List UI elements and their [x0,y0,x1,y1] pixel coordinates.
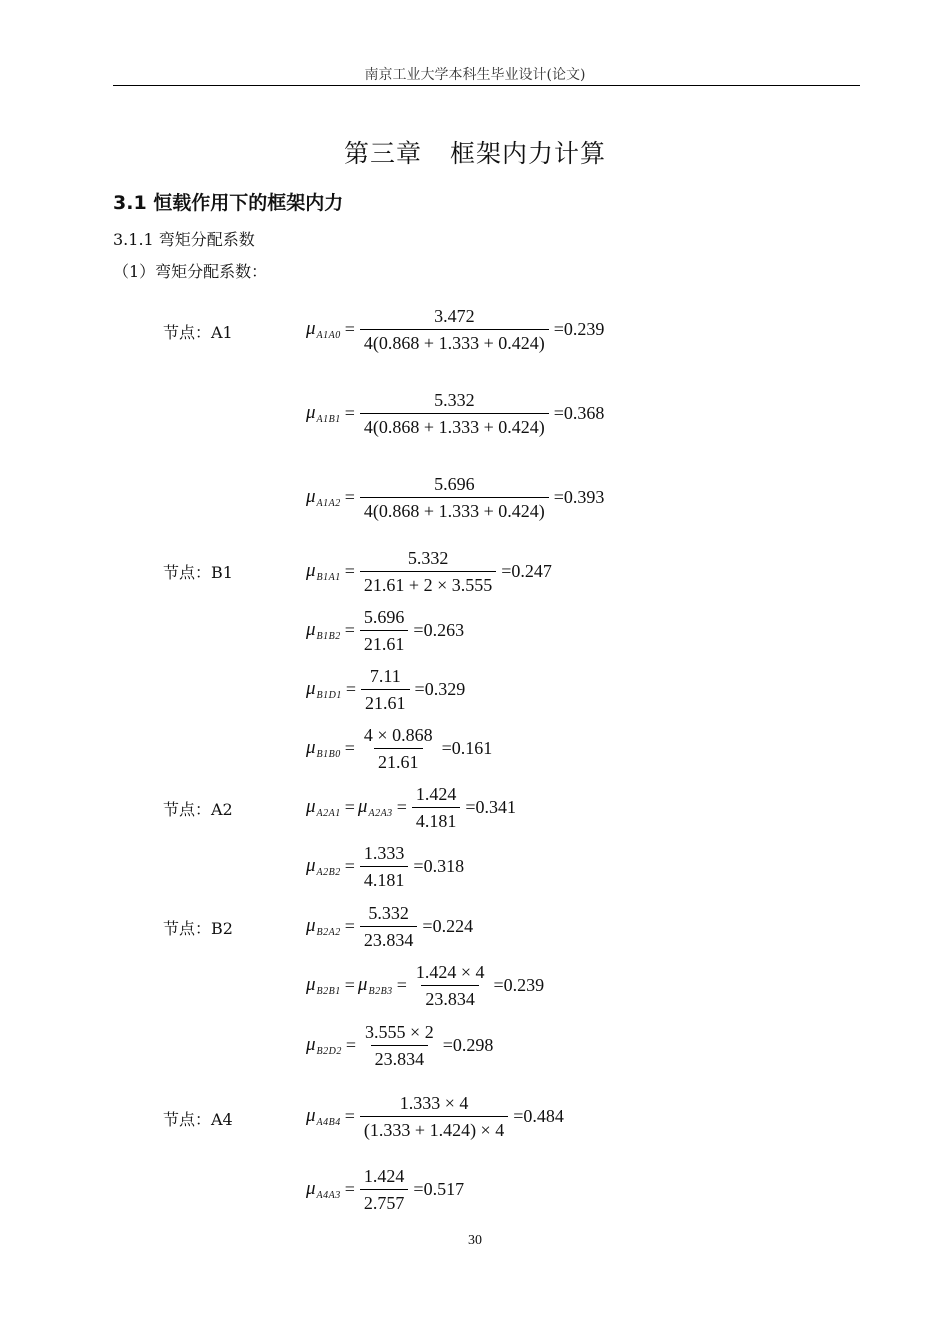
denominator: 23.834 [360,926,418,951]
mu-subscript: A1A0 [316,329,341,341]
fraction [361,665,410,714]
node-label-a4: 节点：A4 [163,1110,233,1129]
denominator: 21.61 [360,630,409,655]
equals-sign: = [344,560,355,581]
equation-row [306,719,492,777]
mu-subscript: B2A2 [316,926,341,938]
page-number: 30 [468,1233,482,1248]
result-value: =0.298 [442,1034,494,1055]
equation-row [306,1160,464,1218]
denominator: 4.181 [360,866,409,891]
chapter-number: 第三章 [343,139,422,168]
result-value: =0.484 [513,1105,564,1126]
mu-symbol: μ [357,796,368,817]
denominator: 4(0.868 + 1.333 + 0.424) [360,329,549,354]
mu-subscript: B2B3 [368,985,393,997]
mu-symbol: μ [306,678,316,699]
mu-subscript: B1A1 [316,571,341,583]
fraction [360,1165,409,1214]
equals-sign: = [344,486,355,507]
mu-subscript: B1D1 [316,689,342,701]
mu-subscript: A4B4 [316,1116,341,1128]
chapter-name: 框架内力计算 [450,139,607,168]
equation-row [306,897,473,955]
mu-subscript: A2B2 [316,866,341,878]
numerator: 5.332 [407,547,449,568]
fraction [360,724,437,773]
numerator: 5.696 [434,473,475,494]
equation-row [306,300,604,358]
mu-symbol: μ [306,560,316,581]
equation-row [306,660,465,718]
equals-sign: = [344,1178,355,1199]
section-heading: 3.1 恒载作用下的框架内力 [113,192,344,214]
mu-symbol: μ [306,619,316,640]
result-value: =0.393 [553,486,605,507]
mu-subscript: A2A3 [368,807,393,819]
result-value: =0.368 [553,402,605,423]
equals-sign: = [345,678,357,699]
denominator: 4.181 [412,807,461,832]
fraction [412,961,489,1010]
equals-sign: = [344,737,355,758]
numerator: 5.332 [434,389,475,410]
numerator: 1.333 [363,842,405,863]
result-value: =0.247 [501,560,552,581]
fraction [361,1021,438,1070]
mu-subscript: B2D2 [316,1045,342,1057]
result-value: =0.341 [465,796,516,817]
mu-symbol: μ [306,1034,316,1055]
numerator: 3.555 × 2 [365,1021,434,1042]
fraction [360,606,409,655]
denominator: 21.61 [361,689,410,714]
equals-sign: = [396,796,407,817]
mu-symbol: μ [306,855,316,876]
node-label-b1: 节点：B1 [163,563,233,582]
equals-sign: = [344,796,355,817]
node-label-a2: 节点：A2 [163,800,233,819]
header-rule [113,85,860,86]
numerator: 1.424 [415,783,457,804]
denominator: 21.61 [374,748,423,773]
equals-sign: = [396,974,407,995]
equation-row [306,601,464,659]
equation-row [306,1087,564,1145]
result-value: =0.329 [414,678,466,699]
denominator: 23.834 [371,1045,429,1070]
equals-sign: = [344,974,355,995]
mu-symbol: μ [306,737,316,758]
mu-subscript: A1A2 [316,497,341,509]
equals-sign: = [344,318,355,339]
fraction [360,305,549,354]
equation-row [306,837,464,895]
equals-sign: = [344,1105,355,1126]
denominator: 4(0.868 + 1.333 + 0.424) [360,497,549,522]
equation-row [306,778,516,836]
mu-subscript: B1B0 [316,748,341,760]
numerator: 1.424 [363,1165,405,1186]
fraction [412,783,461,832]
equation-row [306,468,604,526]
fraction [360,389,549,438]
mu-symbol: μ [306,974,316,995]
mu-subscript: A2A1 [316,807,341,819]
numerator: 5.696 [363,606,405,627]
result-value: =0.161 [441,737,493,758]
mu-symbol: μ [306,796,316,817]
mu-subscript: A1B1 [316,413,341,425]
mu-symbol: μ [306,402,316,423]
denominator: 21.61 + 2 × 3.555 [360,571,496,596]
equation-row [306,542,552,600]
equation-row [306,384,604,442]
fraction [360,902,418,951]
denominator: 2.757 [360,1189,409,1214]
equals-sign: = [344,402,355,423]
mu-subscript: B1B2 [316,630,341,642]
equals-sign: = [345,1034,357,1055]
node-label-a1: 节点：A1 [163,323,233,342]
numerator: 4 × 0.868 [363,724,433,745]
numerator: 1.333 × 4 [399,1092,469,1113]
equation-row [306,1016,493,1074]
mu-symbol: μ [306,1178,316,1199]
result-value: =0.239 [493,974,545,995]
denominator: (1.333 + 1.424) × 4 [360,1116,508,1141]
numerator: 5.332 [368,902,409,923]
page-header: 南京工业大学本科生毕业设计(论文) [364,67,586,83]
node-label-b2: 节点：B2 [163,919,233,938]
result-value: =0.224 [422,915,474,936]
result-value: =0.517 [413,1178,465,1199]
chapter-title [0,134,950,170]
mu-symbol: μ [306,1105,316,1126]
mu-symbol: μ [306,486,316,507]
fraction [360,1092,508,1141]
equals-sign: = [344,619,355,640]
mu-symbol: μ [357,974,368,995]
result-value: =0.239 [553,318,605,339]
denominator: 4(0.868 + 1.333 + 0.424) [360,413,549,438]
mu-symbol: μ [306,915,316,936]
numerator: 3.472 [434,305,475,326]
equals-sign: = [344,855,355,876]
fraction [360,842,409,891]
result-value: =0.263 [413,619,465,640]
result-value: =0.318 [413,855,465,876]
numerator: 1.424 × 4 [415,961,485,982]
fraction [360,547,496,596]
mu-subscript: B2B1 [316,985,341,997]
equals-sign: = [344,915,355,936]
numerator: 7.11 [369,665,401,686]
equation-row [306,956,544,1014]
mu-symbol: μ [306,318,316,339]
subsection-heading: 3.1.1 弯矩分配系数 [113,230,255,249]
fraction [360,473,549,522]
mu-subscript: A4A3 [316,1189,341,1201]
denominator: 23.834 [421,985,479,1010]
paragraph-label: （1）弯矩分配系数： [113,262,268,281]
